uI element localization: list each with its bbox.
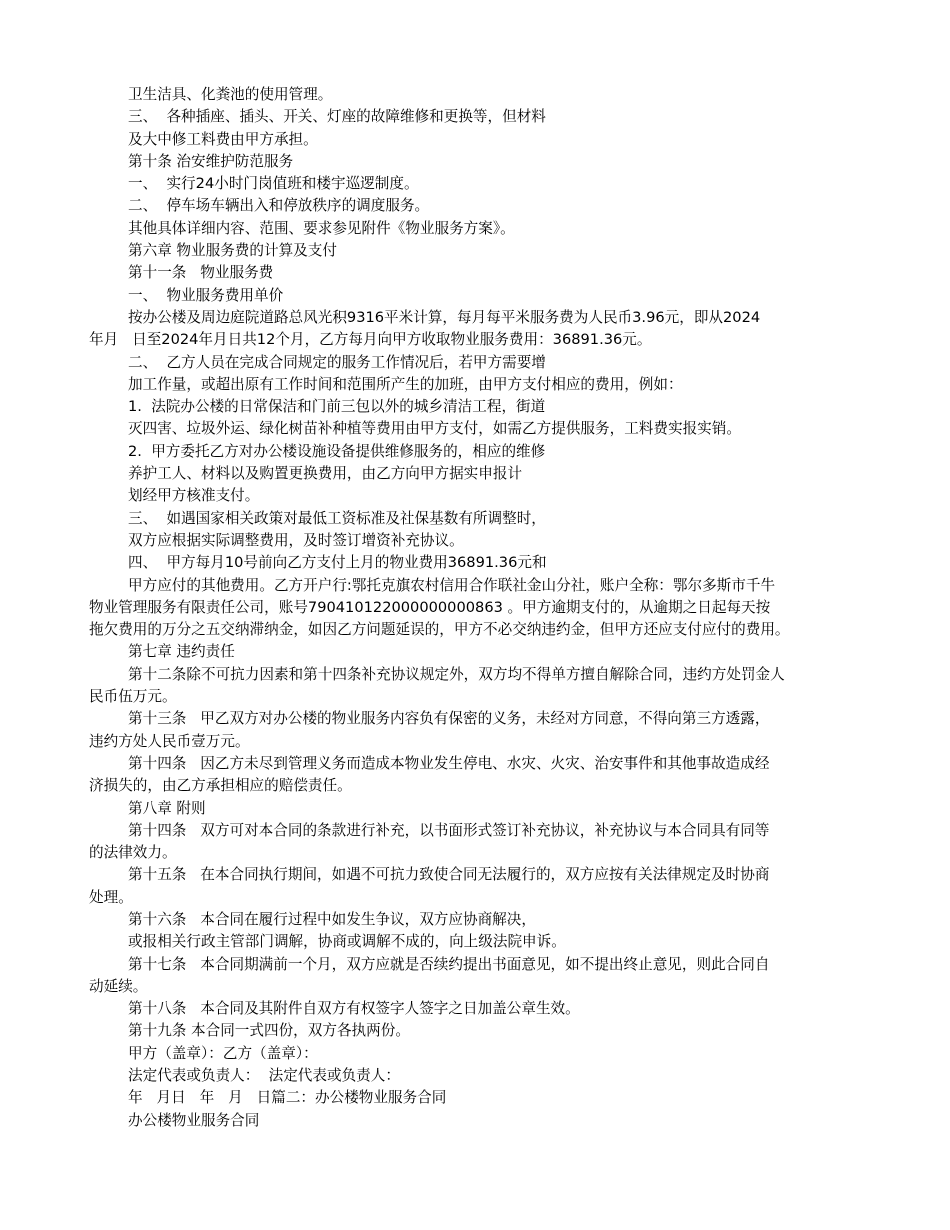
text-line: 按办公楼及周边庭院道路总风光积9316平米计算，每月每平米服务费为人民币3.96元，即从2024 — [128, 308, 761, 326]
text-line: 甲方应付的其他费用。乙方开户行:鄂托克旗农村信用合作联社金山分社，账户全称：鄂尔多斯市千牛 — [128, 576, 776, 594]
text-line: 第十九条 本合同一式四份，双方各执两份。 — [128, 1022, 410, 1040]
text-line: 第十四条 因乙方未尽到管理义务而造成本物业发生停电、水灾、火灾、治安事件和其他事故造成经 — [128, 754, 770, 772]
text-line: 第十五条 在本合同执行期间，如遇不可抗力致使合同无法履行的，双方应按有关法律规定及时协商 — [128, 866, 770, 884]
text-line: 第八章 附则 — [128, 799, 206, 817]
text-line: 卫生洁具、化粪池的使用管理。 — [128, 86, 333, 103]
text-line: 或报相关行政主管部门调解，协商或调解不成的，向上级法院申诉。 — [128, 933, 566, 951]
document-body — [89, 84, 869, 1132]
text-line: 年月 日至2024年月日共12个月，乙方每月向甲方收取物业服务费用：36891.36元。 — [89, 331, 652, 349]
text-line: 养护工人、材料以及购置更换费用，由乙方向甲方据实申报计 — [128, 465, 523, 483]
text-line: 办公楼物业服务合同 — [128, 1111, 260, 1129]
text-line: 年 月日 年 月 日篇二：办公楼物业服务合同 — [128, 1089, 447, 1107]
text-line: 第十八条 本合同及其附件自双方有权签字人签字之日加盖公章生效。 — [128, 1000, 580, 1018]
text-line: 第六章 物业服务费的计算及支付 — [128, 242, 337, 260]
text-line: 第十三条 甲乙双方对办公楼的物业服务内容负有保密的义务，未经对方同意，不得向第三方透露， — [128, 710, 770, 728]
text-line: 及大中修工料费由甲方承担。 — [128, 130, 318, 148]
text-line: 动延续。 — [89, 977, 148, 995]
text-line: 一、 物业服务费用单价 — [128, 286, 284, 304]
text-line: 第十四条 双方可对本合同的条款进行补充，以书面形式签订补充协议，补充协议与本合同具有同等 — [128, 821, 770, 839]
text-line: 一、 实行24小时门岗值班和楼宇巡逻制度。 — [128, 175, 419, 193]
text-line: 第十二条除不可抗力因素和第十四条补充协议规定外，双方均不得单方擅自解除合同，违约方处罚金人 — [128, 665, 785, 683]
text-line: 法定代表或负责人： 法定代表或负责人： — [128, 1067, 400, 1085]
text-line: 民币伍万元。 — [89, 688, 177, 706]
text-line: 第十六条 本合同在履行过程中如发生争议，双方应协商解决， — [128, 910, 536, 928]
text-line: 三、 如遇国家相关政策对最低工资标准及社保基数有所调整时， — [128, 509, 546, 527]
text-line: 第七章 违约责任 — [128, 643, 235, 661]
text-line: 处理。 — [89, 888, 133, 906]
text-line: 灭四害、垃圾外运、绿化树苗补种植等费用由甲方支付，如需乙方提供服务，工料费实报实销。 — [128, 420, 741, 438]
text-line: 2. 甲方委托乙方对办公楼设施设备提供维修服务的，相应的维修 — [128, 442, 546, 460]
text-line: 二、 乙方人员在完成合同规定的服务工作情况后，若甲方需要增 — [128, 353, 546, 371]
text-line: 四、 甲方每月10号前向乙方支付上月的物业费用36891.36元和 — [128, 554, 547, 572]
text-line: 二、 停车场车辆出入和停放秩序的调度服务。 — [128, 197, 430, 215]
text-line: 济损失的，由乙方承担相应的赔偿责任。 — [89, 777, 352, 795]
text-line: 物业管理服务有限责任公司，账号790410122000000000863 。甲方逾期支付的，从逾期之日起每天按 — [89, 598, 771, 616]
text-line: 第十七条 本合同期满前一个月，双方应就是否续约提出书面意见，如不提出终止意见，则此合同自 — [128, 955, 770, 973]
text-line: 1. 法院办公楼的日常保洁和门前三包以外的城乡清洁工程，街道 — [128, 398, 546, 416]
text-line: 违约方处人民币壹万元。 — [89, 732, 250, 750]
text-line: 的法律效力。 — [89, 844, 177, 862]
text-line: 甲方（盖章）：乙方（盖章）： — [128, 1044, 318, 1062]
text-line: 第十条 治安维护防范服务 — [128, 152, 294, 170]
text-line: 划经甲方核准支付。 — [128, 487, 260, 505]
text-line: 双方应根据实际调整费用，及时签订增资补充协议。 — [128, 531, 464, 549]
text-line: 拖欠费用的万分之五交纳滞纳金，如因乙方问题延误的，甲方不必交纳违约金，但甲方还应支付应付的费用。 — [89, 621, 790, 639]
text-line: 第十一条 物业服务费 — [128, 264, 274, 282]
text-line: 其他具体详细内容、范围、要求参见附件《物业服务方案》。 — [128, 219, 515, 237]
text-line: 三、 各种插座、插头、开关、灯座的故障维修和更换等，但材料 — [128, 108, 546, 126]
text-line: 加工作量，或超出原有工作时间和范围所产生的加班，由甲方支付相应的费用，例如： — [128, 375, 683, 393]
